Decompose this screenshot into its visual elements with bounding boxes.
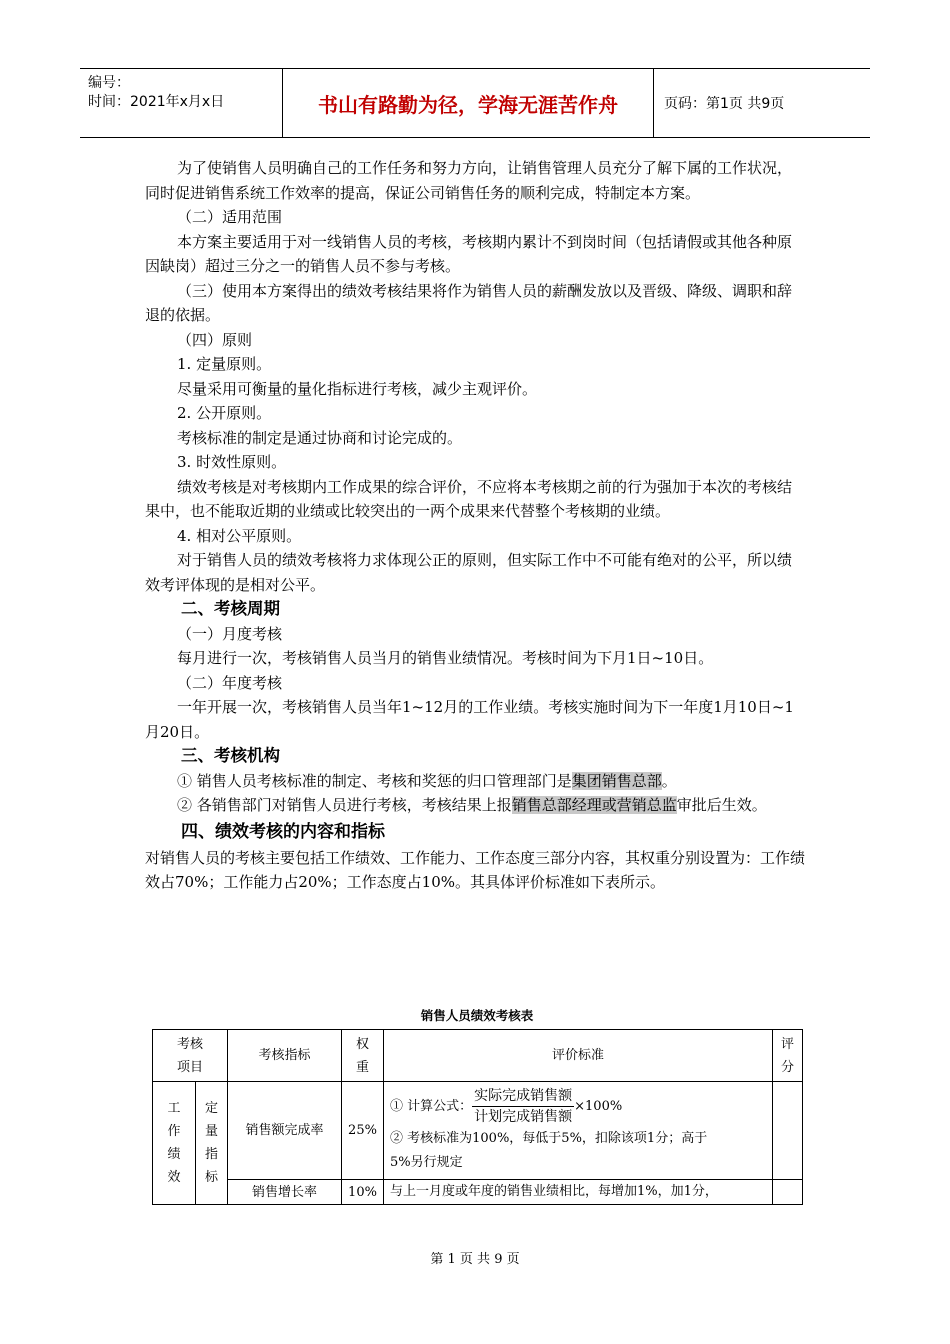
org-item-1 (145, 769, 805, 794)
doc-date: 时间：2021年x月x日 (88, 94, 225, 110)
org-item-1-post: 。 (661, 771, 677, 790)
formula-numerator: 实际完成销售额 (472, 1086, 574, 1107)
org-item-2-highlight: 销售总部经理或营销总监 (511, 796, 677, 814)
header-item-line1: 考核 (176, 1036, 203, 1052)
table-header-row (153, 1030, 803, 1082)
subcategory-char: 指 (204, 1147, 218, 1162)
category-cell (153, 1082, 196, 1205)
principle-2-title: 2. 公开原则。 (177, 404, 272, 422)
scope-paragraph: 本方案主要适用于对一线销售人员的考核，考核期内累计不到岗时间（包括请假或其他各种原因缺岗）超过三分之一的销售人员不参与考核。 (145, 232, 793, 275)
formula-line (390, 1086, 772, 1127)
header-motto: 书山有路勤为径，学海无涯苦作舟 (283, 69, 654, 137)
weight-cell: 10% (342, 1180, 384, 1205)
doc-number-label: 编号： (88, 75, 130, 91)
subcategory-char: 量 (204, 1124, 218, 1139)
annual-text: 一年开展一次，考核销售人员当年1~12月的工作业绩。考核实施时间为下一年度1月10日~1月20日。 (145, 698, 794, 741)
header-meta (80, 69, 283, 137)
table-row (153, 1180, 803, 1205)
org-item-1-highlight: 集团销售总部 (571, 771, 662, 790)
standard-line-2: 5%另行规定 (390, 1155, 463, 1170)
table-row (153, 1082, 803, 1180)
principle-1-title: 1. 定量原则。 (177, 355, 272, 373)
formula-fraction (472, 1086, 574, 1127)
weight-cell: 25% (342, 1082, 384, 1180)
usage-paragraph: （三）使用本方案得出的绩效考核结果将作为销售人员的薪酬发放以及晋级、降级、调职和辞退的依据。 (145, 281, 793, 324)
header-weight-line2: 重 (355, 1059, 369, 1075)
monthly-title: （一）月度考核 (177, 624, 283, 643)
subcategory-char: 定 (204, 1101, 218, 1116)
header-criteria: 评价标准 (384, 1030, 773, 1082)
subcategory-cell (196, 1082, 228, 1205)
org-item-2-pre: ② 各销售部门对销售人员进行考核，考核结果上报 (177, 796, 512, 814)
annual-title: （二）年度考核 (177, 673, 283, 692)
category-char: 绩 (167, 1147, 181, 1162)
org-item-2 (145, 793, 805, 818)
indicator-cell: 销售额完成率 (228, 1082, 342, 1180)
page-footer: 第 1 页 共 9 页 (430, 1252, 520, 1267)
header-weight (342, 1030, 384, 1082)
formula-label: ① 计算公式： (390, 1099, 473, 1114)
category-char: 工 (167, 1101, 181, 1116)
intro-paragraph: 为了使销售人员明确自己的工作任务和努力方向，让销售管理人员充分了解下属的工作状况，同时促进销售系统工作效率的提高，保证公司销售任务的顺利完成，特制定本方案。 (145, 159, 793, 202)
principle-4-text: 对于销售人员的绩效考核将力求体现公正的原则，但实际工作中不可能有绝对的公平，所以绩效考评体现的是相对公平。 (145, 551, 793, 594)
category-char: 作 (167, 1124, 181, 1139)
score-cell (773, 1082, 803, 1180)
indicator-cell: 销售增长率 (228, 1180, 342, 1205)
header-weight-line1: 权 (355, 1036, 369, 1052)
principle-1-text: 尽量采用可衡量的量化指标进行考核，减少主观评价。 (177, 379, 538, 398)
header-score (773, 1030, 803, 1082)
page-header (80, 68, 870, 138)
subcategory-char: 标 (204, 1170, 218, 1185)
formula-factor: ×100% (574, 1099, 623, 1114)
org-item-1-pre: ① 销售人员考核标准的制定、考核和奖惩的归口管理部门是 (177, 771, 572, 790)
principle-2-text: 考核标准的制定是通过协商和讨论完成的。 (177, 428, 463, 447)
header-indicator: 考核指标 (228, 1030, 342, 1082)
principles-title: （四）原则 (177, 330, 253, 349)
table-caption: 销售人员绩效考核表 (420, 1008, 534, 1023)
header-page-info: 页码：第1页 共9页 (664, 96, 785, 112)
header-item-line2: 项目 (176, 1059, 203, 1075)
document-body (145, 156, 805, 895)
monthly-text: 每月进行一次，考核销售人员当月的销售业绩情况。考核时间为下月1日~10日。 (177, 649, 714, 667)
header-score-line2: 分 (780, 1059, 794, 1075)
score-cell (773, 1180, 803, 1205)
criteria-cell: 与上一月度或年度的销售业绩相比，每增加1%，加1分， (384, 1180, 773, 1205)
org-item-2-post: 审批后生效。 (676, 796, 767, 814)
principle-4-title: 4. 相对公平原则。 (177, 526, 302, 545)
criteria-cell (384, 1082, 773, 1180)
cycle-heading: 二、考核周期 (181, 599, 280, 618)
principle-3-text: 绩效考核是对考核期内工作成果的综合评价，不应将本考核期之前的行为强加于本次的考核结果中，也不能取近期的业绩或比较突出的一两个成果来代替整个考核期的业绩。 (145, 477, 793, 520)
header-item (153, 1030, 228, 1082)
formula-denominator: 计划完成销售额 (474, 1109, 573, 1125)
assessment-table (152, 1029, 803, 1205)
content-paragraph: 对销售人员的考核主要包括工作绩效、工作能力、工作态度三部分内容，其权重分别设置为：工作绩效占70%；工作能力占20%；工作态度占10%。其具体评价标准如下表所示。 (145, 848, 806, 891)
org-heading: 三、考核机构 (181, 746, 280, 765)
header-score-line1: 评 (780, 1036, 794, 1052)
content-heading: 四、绩效考核的内容和指标 (181, 821, 385, 842)
principle-3-title: 3. 时效性原则。 (177, 453, 287, 471)
category-char: 效 (167, 1170, 181, 1185)
standard-line-1: ② 考核标准为100%，每低于5%，扣除该项1分；高于 (390, 1131, 708, 1146)
scope-title: （二）适用范围 (177, 208, 283, 226)
